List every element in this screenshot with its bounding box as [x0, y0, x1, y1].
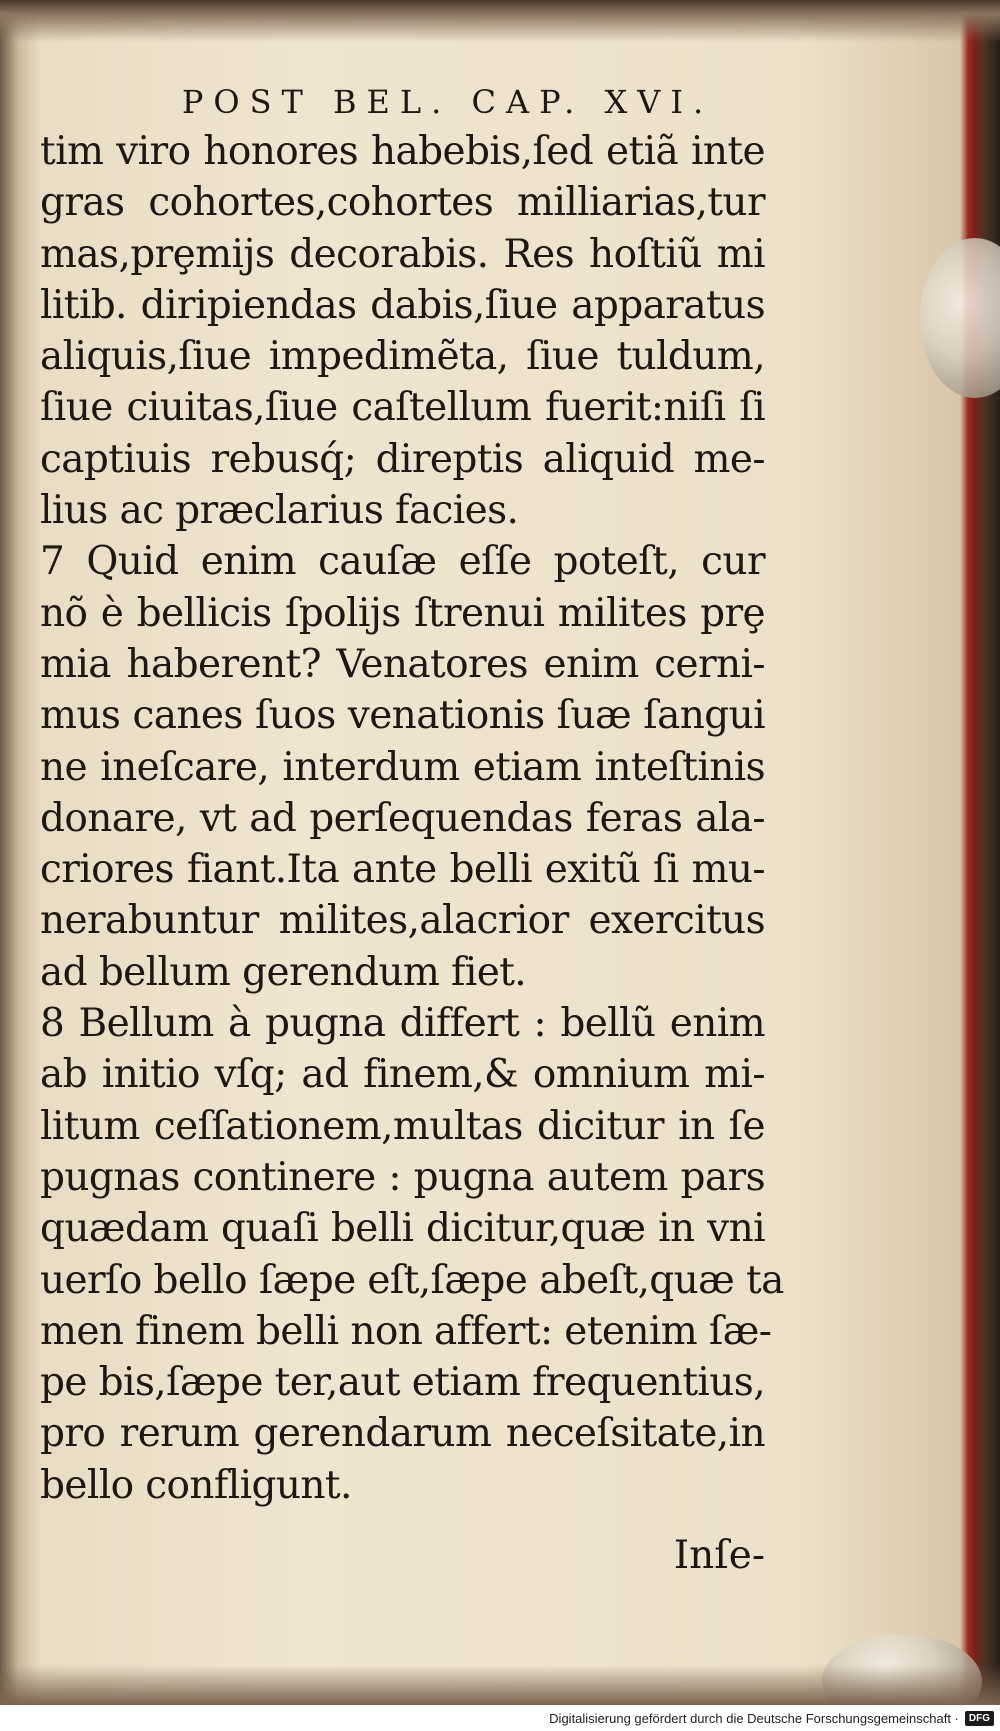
text-line: tim viro honores habebis,ſed etiã inte: [40, 129, 765, 174]
text-line: ab initio vſq; ad finem,& omnium mi-: [40, 1052, 765, 1098]
text-line: men finem belli non affert: etenim ſæ-: [40, 1308, 772, 1354]
text-line: ſiue ciuitas,ſiue caſtellum fuerit:niſi ſi: [40, 385, 765, 431]
text-line: mas,prȩmijs decorabis. Res hoſtiũ mi: [40, 231, 765, 277]
catchword: Inſe-: [673, 1533, 765, 1579]
text-line: pe bis,ſæpe ter,aut etiam frequentius,: [40, 1360, 765, 1406]
text-line: nõ è bellicis ſpolijs ſtrenui milites prȩ: [40, 590, 765, 636]
text-line: uerſo bello ſæpe eſt,ſæpe abeſt,quæ ta: [40, 1257, 784, 1303]
text-line: litum ceſſationem,multas dicitur in ſe: [40, 1103, 765, 1149]
text-line: bello confligunt.: [40, 1462, 352, 1508]
page-clip-top: [920, 238, 1000, 398]
running-head: POST BEL. CAP. XVI.: [181, 83, 714, 121]
text-line: quædam quaſi belli dicitur,quæ in vni: [40, 1206, 765, 1252]
text-line: mus canes ſuos venationis ſuæ ſangui: [40, 693, 765, 739]
text-line: aliquis,ſiue impedimẽta, ſiue tuldum,: [40, 334, 765, 380]
digitization-credit-bar: [0, 1705, 1000, 1731]
digitization-credit: Digitalisierung gefördert durch die Deutsche Forschungsgemeinschaft ·: [549, 1710, 959, 1726]
text-line: lius ac præclarius facies.: [40, 488, 519, 534]
dfg-logo: DFG: [965, 1711, 994, 1726]
text-line: pro rerum gerendarum neceſsitate,in: [40, 1411, 765, 1457]
text-line: litib. diripiendas dabis,ſiue apparatus: [40, 282, 765, 328]
text-line: criores fiant.Ita ante belli exitũ ſi mu-: [40, 847, 765, 893]
text-line: 7 Quid enim cauſæ eſſe poteſt, cur: [40, 539, 765, 585]
text-line: donare, vt ad perſequendas feras ala-: [40, 795, 765, 841]
text-line: 8 Bellum à pugna differt : bellũ enim: [40, 1001, 765, 1047]
text-line: ad bellum gerendum fiet.: [40, 949, 527, 995]
text-line: pugnas continere : pugna autem pars: [40, 1154, 765, 1200]
text-line: mia haberent? Venatores enim cerni-: [40, 641, 765, 687]
text-line: nerabuntur milites,alacrior exercitus: [40, 898, 765, 944]
text-line: captiuis rebusq́; direptis aliquid me-: [40, 436, 765, 482]
text-line: ne ineſcare, interdum etiam inteſtinis: [40, 744, 765, 790]
text-line: gras cohortes,cohortes milliarias,tur: [40, 180, 765, 226]
page-body: [40, 78, 784, 1579]
